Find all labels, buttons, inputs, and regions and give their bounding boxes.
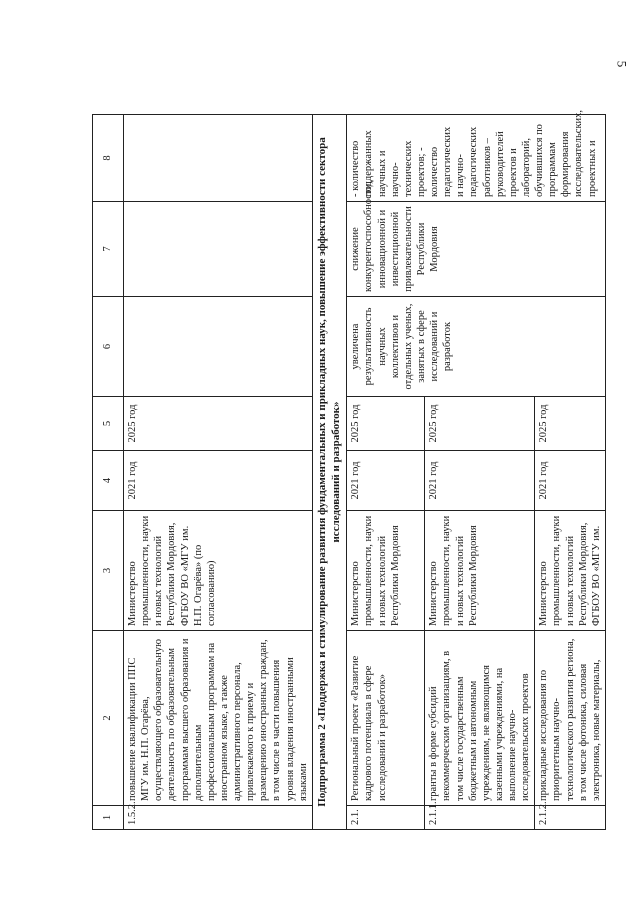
header-col-2: 2 [93, 631, 124, 806]
header-col-8: 8 [93, 115, 124, 202]
row-number: 2.1.2. [535, 806, 606, 830]
row-number: 2.1.1. [425, 806, 535, 830]
executor-cell: Министерство промышленности, науки и новых технологий Республики Мордовия [347, 511, 425, 631]
executor-cell: Министерство промышленности, науки и новых технологий Республики Мордовия, ФГБОУ ВО «МГУ им. [535, 511, 606, 631]
program-table [92, 109, 606, 830]
event-cell: гранты в форме субсидий некоммерческим организациям, в том числе государственным бюджетным и автономным учреждениям, не являющимся казенными учреждениями, на выполнение научно-исследовательских проектов [425, 631, 535, 806]
row-number: 2.1. [347, 806, 425, 830]
header-col-7: 7 [93, 202, 124, 297]
row-number: 1.5.2. [124, 806, 313, 830]
event-cell: Региональный проект «Развитие кадрового потенциала в сфере исследований и разработок» [347, 631, 425, 806]
subprogram-row [312, 115, 347, 830]
start-cell: 2021 год [124, 451, 313, 511]
start-cell: 2021 год [425, 451, 535, 511]
executor-cell: Министерство промышленности, науки и новых технологий Республики Мордовия [425, 511, 535, 631]
header-col-1: 1 [93, 806, 124, 830]
start-cell: 2021 год [535, 451, 606, 511]
rotated-table-sheet [92, 109, 640, 830]
header-col-6: 6 [93, 297, 124, 397]
consequence-cell [124, 202, 313, 297]
header-col-4: 4 [93, 451, 124, 511]
table-row [347, 115, 425, 830]
end-cell: 2025 год [535, 397, 606, 451]
start-cell: 2021 год [347, 451, 425, 511]
consequence-cell: снижение конкурентоспособности, инновационной и инвестиционной привлекательности Республики Мордовия [347, 202, 606, 297]
subprogram-title: Подпрограмма 2 «Поддержка и стимулирование развития фундаментальных и прикладных наук, повышение эффективности сектора исследований и разработок» [312, 115, 347, 830]
table-row [124, 115, 313, 830]
event-cell: повышение квалификации ППС МГУ им. Н.П. Огарёва, осуществляющего образовательную деятельность по образовательным программам высшего образования и дополнительным профессиональным программам на иностранном языке, а также административного персонала, привлекаемого к приему и размещению иностранных граждан, в том числе в части повышения уровня владения иностранными языками [124, 631, 313, 806]
result-cell: увеличена результативность научных коллективов и отдельных ученых, занятых в сфере исследований и разработок [347, 297, 606, 397]
end-cell: 2025 год [425, 397, 535, 451]
indicator-cell [124, 115, 313, 202]
indicator-cell: - количество поддержанных научных и научно-технических проектов; - количество педагогических и научно-педагогических работников – руководителей проектов и лабораторий, обучившихся по программам формирования исследовательских, проектных и [347, 115, 606, 202]
header-row [93, 115, 124, 830]
end-cell: 2025 год [124, 397, 313, 451]
result-cell [124, 297, 313, 397]
header-col-5: 5 [93, 397, 124, 451]
header-col-3: 3 [93, 511, 124, 631]
event-cell: прикладные исследования по приоритетным научно-технологического развития региона, в том числе фотоника, силовая электроника, новые материалы, [535, 631, 606, 806]
executor-cell: Министерство промышленности, науки и новых технологий Республики Мордовия, ФГБОУ ВО «МГУ им. Н.П. Огарёва» (по согласованию) [124, 511, 313, 631]
end-cell: 2025 год [347, 397, 425, 451]
page-number: 5 [614, 60, 630, 68]
